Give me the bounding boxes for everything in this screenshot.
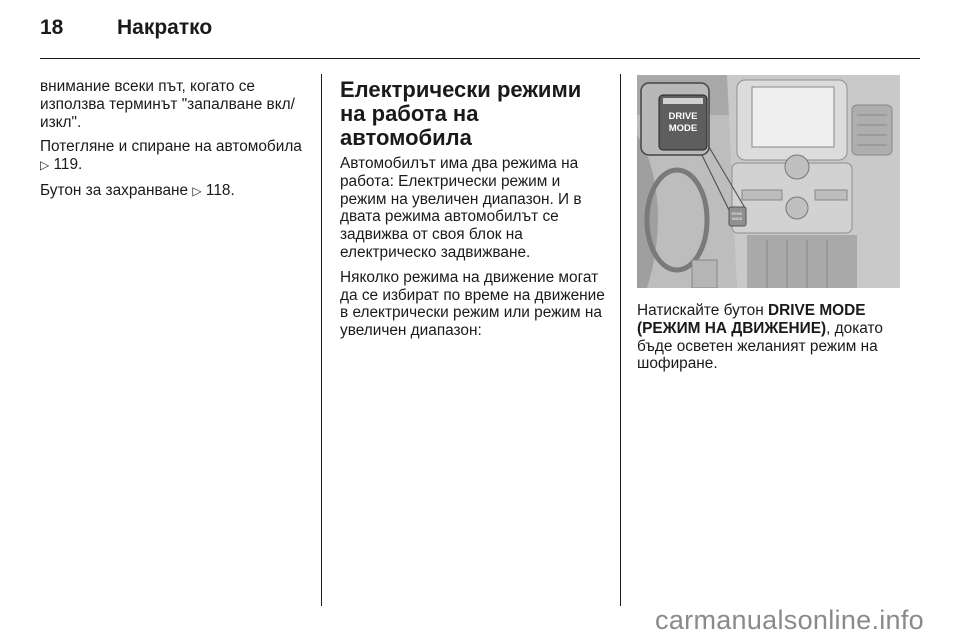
- paragraph: Няколко режима на движение могат да се избират по време на движение в електрически режим или режим на увеличен диапазон:: [340, 268, 605, 340]
- drive-mode-button-label-2: MODE: [668, 123, 698, 134]
- page-reference[interactable]: 119.: [53, 156, 83, 174]
- drive-mode-small-label-2: MODE: [731, 217, 743, 221]
- page-reference[interactable]: 118.: [205, 181, 235, 199]
- drive-mode-button-name: DRIVE MODE (РЕЖИМ НА ДВИЖЕНИЕ): [637, 302, 866, 337]
- dashboard-illustration: [637, 75, 900, 288]
- header-rule: [40, 58, 920, 59]
- outline-right-arrow-icon: ▷: [40, 158, 50, 173]
- drive-mode-small-label-1: DRIVE: [731, 212, 743, 216]
- column-1: [40, 78, 310, 208]
- watermark[interactable]: carmanualsonline.info: [655, 605, 924, 635]
- section-title: Накратко: [117, 16, 213, 39]
- column-3: [637, 302, 907, 380]
- cross-reference[interactable]: Бутон за захранване ▷ 118.: [40, 181, 235, 199]
- dashboard-drawing: [637, 75, 900, 288]
- column-divider-left: [321, 74, 322, 606]
- outline-right-arrow-icon: ▷: [192, 183, 202, 198]
- column-divider-right: [620, 74, 621, 606]
- paragraph: Автомобилът има два режима на работа: Електрически режим и режим на увеличен диапазон. И в двата режима автомобилът се задвижва от своя блок на електрическо задвижване.: [340, 155, 582, 261]
- drive-mode-button-label-1: DRIVE: [668, 111, 698, 122]
- section-heading: Електрически режими на работа на автомобила: [340, 77, 582, 150]
- cross-reference[interactable]: Потегляне и спиране на автомобила ▷ 119.: [40, 138, 302, 174]
- paragraph: внимание всеки път, когато се използва терминът "запалване вкл/изкл".: [40, 78, 295, 131]
- column-2: [340, 78, 605, 347]
- page-number: 18: [40, 16, 64, 39]
- paragraph: Натискайте бутон DRIVE MODE (РЕЖИМ НА ДВИЖЕНИЕ), докато бъде осветен желаният режим на шофиране.: [637, 302, 883, 373]
